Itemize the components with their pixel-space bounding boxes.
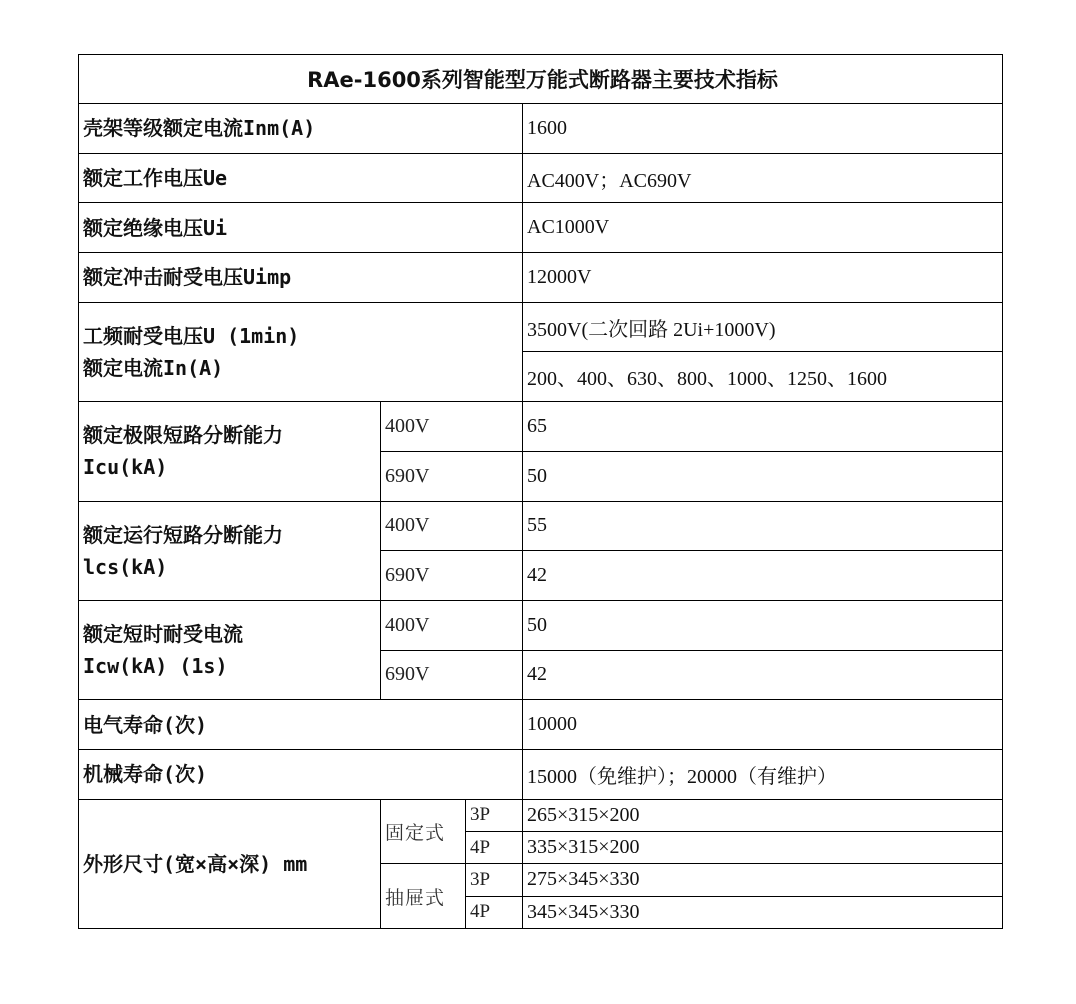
row-value: 15000（免维护）；20000（有维护）	[523, 749, 1003, 799]
label-line: Icu(kA)	[83, 455, 168, 480]
row-value: 42	[523, 650, 1003, 700]
row-label: 壳架等级额定电流Inm(A)	[79, 104, 523, 154]
mount-type-cell: 固定式	[381, 799, 466, 864]
dimension-value: 265×315×200	[523, 799, 1003, 831]
voltage-cell: 400V	[381, 600, 523, 650]
row-label: 额定冲击耐受电压Uimp	[79, 253, 523, 303]
dimension-value: 335×315×200	[523, 831, 1003, 863]
row-value: 200、400、630、800、1000、1250、1600	[523, 352, 1003, 402]
row-value: 3500V(二次回路 2Ui+1000V)	[523, 302, 1003, 352]
label-line: 额定运行短路分断能力	[83, 522, 283, 547]
pole-cell: 3P	[466, 799, 523, 831]
row-value: 55	[523, 501, 1003, 551]
row-value: AC400V；AC690V	[523, 153, 1003, 203]
row-label: 外形尺寸(宽×高×深) mm	[79, 799, 381, 928]
title-row	[79, 55, 1003, 104]
row-value: 1600	[523, 104, 1003, 154]
table-row	[79, 153, 1003, 203]
voltage-cell: 400V	[381, 402, 523, 452]
row-label: 机械寿命(次)	[79, 749, 523, 799]
table-row	[79, 104, 1003, 154]
table-row	[79, 253, 1003, 303]
table-row	[79, 501, 1003, 551]
row-value: 50	[523, 600, 1003, 650]
row-label	[79, 302, 523, 401]
row-label	[79, 600, 381, 699]
row-value: 12000V	[523, 253, 1003, 303]
pole-cell: 4P	[466, 896, 523, 928]
voltage-cell: 690V	[381, 551, 523, 601]
row-label: 额定绝缘电压Ui	[79, 203, 523, 253]
pole-cell: 3P	[466, 864, 523, 896]
row-label: 额定工作电压Ue	[79, 153, 523, 203]
table-title: RAe-1600系列智能型万能式断路器主要技术指标	[79, 55, 1003, 104]
table-row	[79, 402, 1003, 452]
label-line: Icw(kA) (1s)	[83, 654, 228, 679]
table-row	[79, 302, 1003, 352]
mount-type-cell: 抽屉式	[381, 864, 466, 929]
voltage-cell: 690V	[381, 451, 523, 501]
row-value: 42	[523, 551, 1003, 601]
label-line: 额定极限短路分断能力	[83, 423, 283, 448]
table-row	[79, 749, 1003, 799]
label-line: 额定电流In(A)	[83, 355, 224, 380]
row-label	[79, 402, 381, 501]
row-label: 电气寿命(次)	[79, 700, 523, 750]
voltage-cell: 690V	[381, 650, 523, 700]
row-value: 10000	[523, 700, 1003, 750]
row-label	[79, 501, 381, 600]
voltage-cell: 400V	[381, 501, 523, 551]
label-line: lcs(kA)	[83, 554, 168, 579]
table-row	[79, 600, 1003, 650]
table-row	[79, 799, 1003, 831]
label-line: 额定短时耐受电流	[83, 622, 243, 647]
dimension-value: 345×345×330	[523, 896, 1003, 928]
table-row	[79, 203, 1003, 253]
row-value: 50	[523, 451, 1003, 501]
pole-cell: 4P	[466, 831, 523, 863]
spec-table	[78, 54, 1003, 929]
row-value: AC1000V	[523, 203, 1003, 253]
row-value: 65	[523, 402, 1003, 452]
label-line: 工频耐受电压U (1min)	[83, 323, 300, 348]
dimension-value: 275×345×330	[523, 864, 1003, 896]
table-row	[79, 700, 1003, 750]
